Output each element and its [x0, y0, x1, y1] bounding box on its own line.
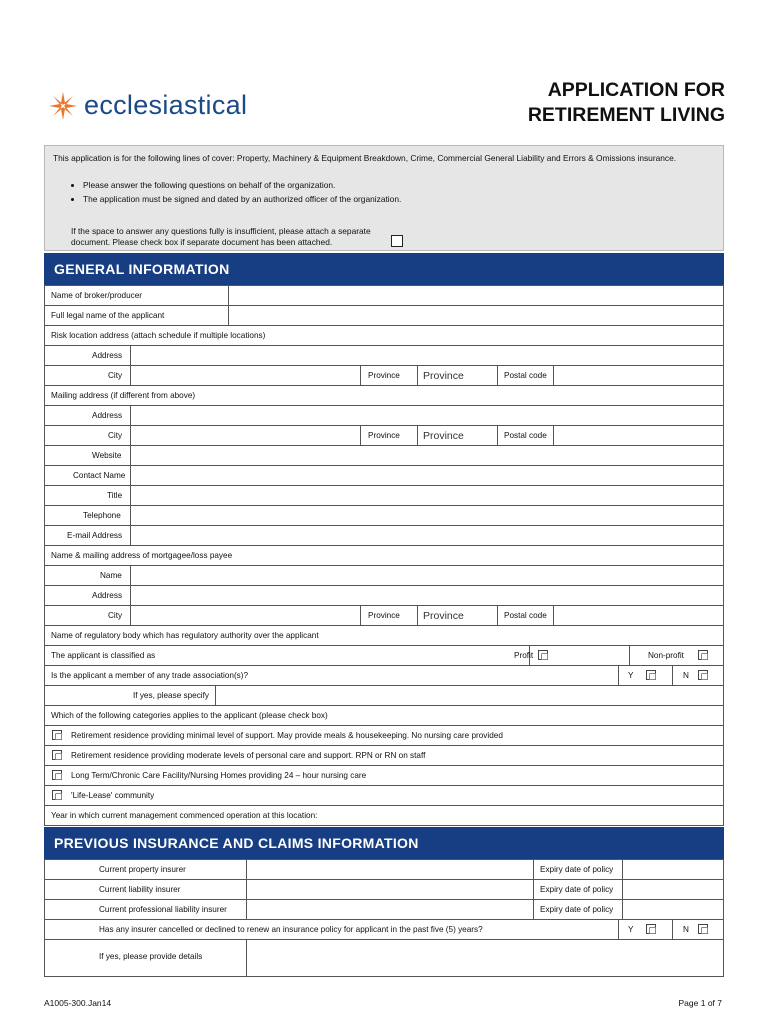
- specify-label: If yes, please specify: [133, 691, 209, 700]
- risk-address-field[interactable]: [131, 346, 723, 365]
- space-note-line-2: document. Please check box if separate document has been attached.: [71, 237, 333, 247]
- mortgagee-name-field[interactable]: [131, 566, 723, 585]
- legal-name-label: Full legal name of the applicant: [51, 311, 165, 320]
- broker-row: [45, 285, 723, 305]
- expiry-label: Expiry date of policy: [540, 905, 614, 914]
- mortgagee-row: [45, 545, 723, 565]
- mailing-address-line-row: [45, 405, 723, 425]
- cancelled-no-checkbox[interactable]: [698, 924, 708, 934]
- postal-code-label: Postal code: [504, 431, 547, 440]
- risk-postal-field[interactable]: [554, 366, 723, 385]
- property-insurer-field[interactable]: [247, 860, 533, 879]
- categories-label: Which of the following categories applies to the applicant (please check box): [51, 711, 328, 720]
- property-insurer-row: [45, 859, 723, 879]
- category-row: [45, 725, 723, 745]
- intro-panel: [44, 145, 724, 251]
- mortgagee-name-row: [45, 565, 723, 585]
- risk-city-row: [45, 365, 723, 385]
- liability-insurer-field[interactable]: [247, 880, 533, 899]
- liability-insurer-label: Current liability insurer: [99, 885, 181, 894]
- mortgagee-label: Name & mailing address of mortgagee/loss payee: [51, 551, 233, 560]
- title-label: Title: [107, 491, 123, 500]
- risk-city-field[interactable]: [131, 366, 360, 385]
- category-1-checkbox[interactable]: [52, 730, 62, 740]
- cancelled-row: [45, 919, 723, 939]
- profit-checkbox[interactable]: [538, 650, 548, 660]
- email-row: [45, 525, 723, 545]
- specify-row: [45, 685, 723, 705]
- instructions-list: [69, 180, 401, 208]
- professional-insurer-row: [45, 899, 723, 919]
- property-insurer-label: Current property insurer: [99, 865, 186, 874]
- city-label: City: [108, 371, 123, 380]
- previous-insurance-heading: PREVIOUS INSURANCE AND CLAIMS INFORMATION: [44, 827, 724, 859]
- details-field[interactable]: [247, 940, 723, 977]
- profit-label: Profit: [514, 651, 534, 660]
- legal-name-row: [45, 305, 723, 325]
- city-label: City: [108, 611, 123, 620]
- category-3-label: Long Term/Chronic Care Facility/Nursing Homes providing 24 – hour nursing care: [71, 771, 367, 780]
- mortgagee-city-row: [45, 605, 723, 625]
- cover-text: This application is for the following lines of cover: Property, Machinery & Equipment Breakdown, Crime, Commercial General Liability and Errors & Omissions insurance.: [53, 153, 677, 163]
- mailing-address-field[interactable]: [131, 406, 723, 425]
- separate-document-checkbox[interactable]: [391, 235, 403, 247]
- mortgagee-address-field[interactable]: [131, 586, 723, 605]
- category-row: [45, 745, 723, 765]
- expiry-label: Expiry date of policy: [540, 885, 614, 894]
- email-field[interactable]: [131, 526, 723, 545]
- trade-association-yes-checkbox[interactable]: [646, 670, 656, 680]
- company-logo: [48, 90, 247, 121]
- postal-code-label: Postal code: [504, 611, 547, 620]
- general-information-table: [44, 285, 724, 826]
- mailing-province-select[interactable]: Province: [423, 430, 464, 442]
- province-label: Province: [368, 371, 400, 380]
- risk-address-line-row: [45, 345, 723, 365]
- mailing-address-row: [45, 385, 723, 405]
- category-row: [45, 765, 723, 785]
- form-id: A1005-300.Jan14: [44, 998, 112, 1008]
- year-row: [45, 805, 723, 825]
- broker-label: Name of broker/producer: [51, 291, 143, 300]
- category-1-label: Retirement residence providing minimal level of support. May provide meals & housekeeping. No nursing care provided: [71, 731, 503, 740]
- category-row: [45, 785, 723, 805]
- liability-expiry-field[interactable]: [623, 880, 723, 899]
- starburst-logo-icon: [48, 91, 78, 121]
- classified-row: [45, 645, 723, 665]
- page-title: [528, 78, 725, 128]
- email-label: E-mail Address: [67, 531, 123, 540]
- year-label: Year in which current management commenced operation at this location:: [51, 811, 318, 820]
- risk-address-row: [45, 325, 723, 345]
- details-label: If yes, please provide details: [99, 952, 203, 961]
- risk-address-label: Risk location address (attach schedule if multiple locations): [51, 331, 266, 340]
- trade-association-label: Is the applicant a member of any trade association(s)?: [51, 671, 249, 680]
- mortgagee-city-field[interactable]: [131, 606, 360, 625]
- address-label: Address: [92, 351, 123, 360]
- website-label: Website: [92, 451, 122, 460]
- telephone-field[interactable]: [131, 506, 723, 525]
- address-label: Address: [92, 411, 123, 420]
- postal-code-label: Postal code: [504, 371, 547, 380]
- address-label: Address: [92, 591, 123, 600]
- title-field[interactable]: [131, 486, 723, 505]
- no-label: N: [683, 925, 689, 934]
- category-4-label: 'Life-Lease' community: [71, 791, 155, 800]
- previous-insurance-table: [44, 859, 724, 977]
- risk-province-select[interactable]: Province: [423, 370, 464, 382]
- mortgagee-address-row: [45, 585, 723, 605]
- space-note-line-1: If the space to answer any questions fully is insufficient, please attach a separate: [71, 226, 371, 236]
- mortgagee-province-select[interactable]: Province: [423, 610, 464, 622]
- year-field[interactable]: [335, 806, 723, 825]
- property-expiry-field[interactable]: [623, 860, 723, 879]
- mailing-postal-field[interactable]: [554, 426, 723, 445]
- general-information-heading: GENERAL INFORMATION: [44, 253, 724, 285]
- legal-name-field[interactable]: [229, 306, 723, 325]
- instruction-item: • The application must be signed and dated by an authorized officer of the organization.: [83, 194, 401, 204]
- trade-association-row: [45, 665, 723, 685]
- expiry-label: Expiry date of policy: [540, 865, 614, 874]
- trade-association-specify-field[interactable]: [216, 686, 723, 705]
- categories-row: [45, 705, 723, 725]
- title-line-2: RETIREMENT LIVING: [527, 104, 725, 126]
- contact-name-label: Contact Name: [73, 471, 126, 480]
- category-4-checkbox[interactable]: [52, 790, 62, 800]
- telephone-label: Telephone: [83, 511, 121, 520]
- regulatory-label: Name of regulatory body which has regulatory authority over the applicant: [51, 631, 319, 640]
- province-label: Province: [368, 431, 400, 440]
- regulatory-row: [45, 625, 723, 645]
- contact-name-field[interactable]: [131, 466, 723, 485]
- professional-expiry-field[interactable]: [623, 900, 723, 919]
- category-2-label: Retirement residence providing moderate levels of personal care and support. RPN or RN on staff: [71, 751, 426, 760]
- page-number: Page 1 of 7: [678, 998, 722, 1008]
- mortgagee-postal-field[interactable]: [554, 606, 723, 625]
- trade-association-no-checkbox[interactable]: [698, 670, 708, 680]
- name-label: Name: [100, 571, 122, 580]
- province-label: Province: [368, 611, 400, 620]
- classified-label: The applicant is classified as: [51, 651, 156, 660]
- website-field[interactable]: [131, 446, 723, 465]
- liability-insurer-row: [45, 879, 723, 899]
- mailing-city-field[interactable]: [131, 426, 360, 445]
- yes-label: Y: [628, 925, 634, 934]
- professional-insurer-label: Current professional liability insurer: [99, 905, 227, 914]
- mailing-city-row: [45, 425, 723, 445]
- professional-insurer-field[interactable]: [247, 900, 533, 919]
- logo-text: ecclesiastical: [84, 90, 248, 120]
- category-2-checkbox[interactable]: [52, 750, 62, 760]
- mailing-address-label: Mailing address (if different from above): [51, 391, 196, 400]
- title-row: [45, 485, 723, 505]
- telephone-row: [45, 505, 723, 525]
- nonprofit-checkbox[interactable]: [698, 650, 708, 660]
- category-3-checkbox[interactable]: [52, 770, 62, 780]
- title-line-1: APPLICATION FOR: [547, 79, 725, 101]
- cancelled-yes-checkbox[interactable]: [646, 924, 656, 934]
- no-label: N: [683, 671, 689, 680]
- details-row: [45, 939, 723, 976]
- contact-name-row: [45, 465, 723, 485]
- instruction-item: • Please answer the following questions on behalf of the organization.: [83, 180, 401, 190]
- city-label: City: [108, 431, 123, 440]
- nonprofit-label: Non-profit: [648, 651, 684, 660]
- cancelled-label: Has any insurer cancelled or declined to renew an insurance policy for applicant in the past five (5) years?: [99, 925, 483, 934]
- website-row: [45, 445, 723, 465]
- broker-field[interactable]: [229, 286, 723, 305]
- yes-label: Y: [628, 671, 634, 680]
